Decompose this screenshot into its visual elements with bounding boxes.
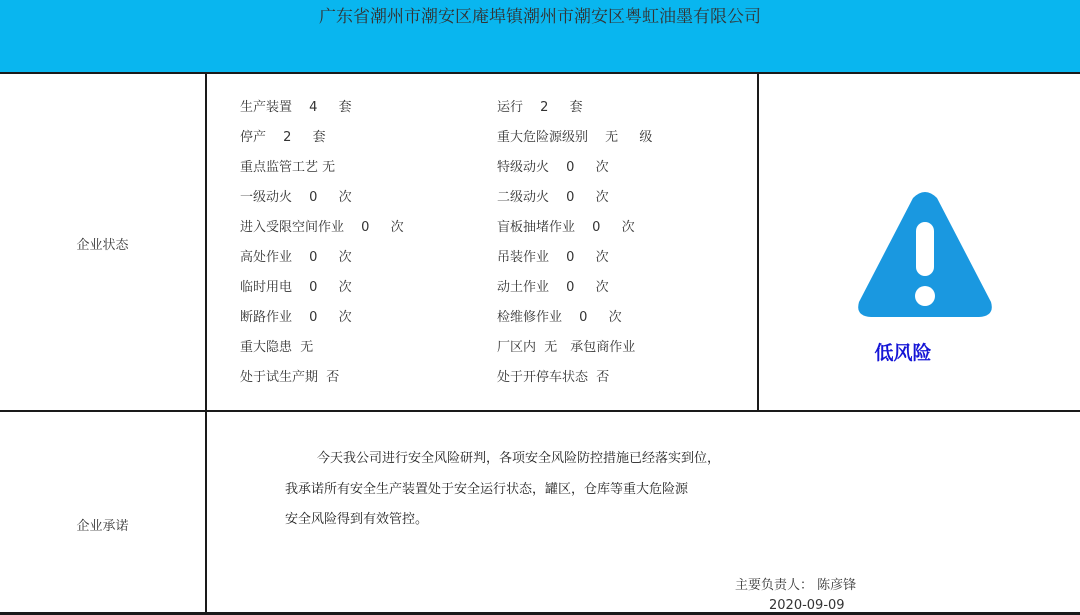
status-item: 重点监管工艺 无 (240, 160, 336, 175)
status-item: 进入受限空间作业 0 次 (240, 220, 404, 235)
status-item: 运行 2 套 (497, 100, 583, 115)
status-item: 临时用电 0 次 (240, 280, 352, 295)
status-item: 生产装置 4 套 (240, 100, 352, 115)
status-item: 高处作业 0 次 (240, 250, 352, 265)
status-item: 停产 2 套 (240, 130, 326, 145)
risk-level-label: 低风险 (874, 342, 932, 364)
status-item: 吊装作业 0 次 (497, 250, 609, 265)
status-item: 特级动火 0 次 (497, 160, 609, 175)
signatory: 主要负责人： 陈彦锋 (735, 578, 857, 593)
status-section-label: 企业状态 (76, 238, 129, 253)
status-item: 重大危险源级别 无 级 (497, 130, 653, 145)
table-border-middle (0, 410, 1080, 412)
status-item: 动土作业 0 次 (497, 280, 609, 295)
commitment-date: 2020-09-09 (769, 598, 845, 613)
status-item: 盲板抽堵作业 0 次 (497, 220, 635, 235)
status-item: 重大隐患 无 (240, 340, 314, 355)
status-item: 处于开停车状态 否 (497, 370, 610, 385)
commitment-line: 安全风险得到有效管控。 (285, 512, 429, 527)
commitment-line: 今天我公司进行安全风险研判，各项安全风险防控措施已经落实到位， (317, 451, 721, 466)
status-item: 检维修作业 0 次 (497, 310, 622, 325)
table-divider-label (205, 72, 207, 615)
status-item: 断路作业 0 次 (240, 310, 352, 325)
status-item: 厂区内 无 承包商作业 (497, 340, 636, 355)
commitment-line: 我承诺所有安全生产装置处于安全运行状态，罐区，仓库等重大危险源 (285, 482, 689, 497)
status-item: 处于试生产期 否 (240, 370, 340, 385)
table-border-top (0, 72, 1080, 74)
status-item: 二级动火 0 次 (497, 190, 609, 205)
status-item: 一级动火 0 次 (240, 190, 352, 205)
warning-triangle-icon (855, 190, 995, 320)
commitment-section-label: 企业承诺 (76, 519, 129, 534)
company-title: 广东省潮州市潮安区庵埠镇潮州市潮安区粤虹油墨有限公司 (319, 7, 761, 27)
company-header (0, 0, 1080, 72)
